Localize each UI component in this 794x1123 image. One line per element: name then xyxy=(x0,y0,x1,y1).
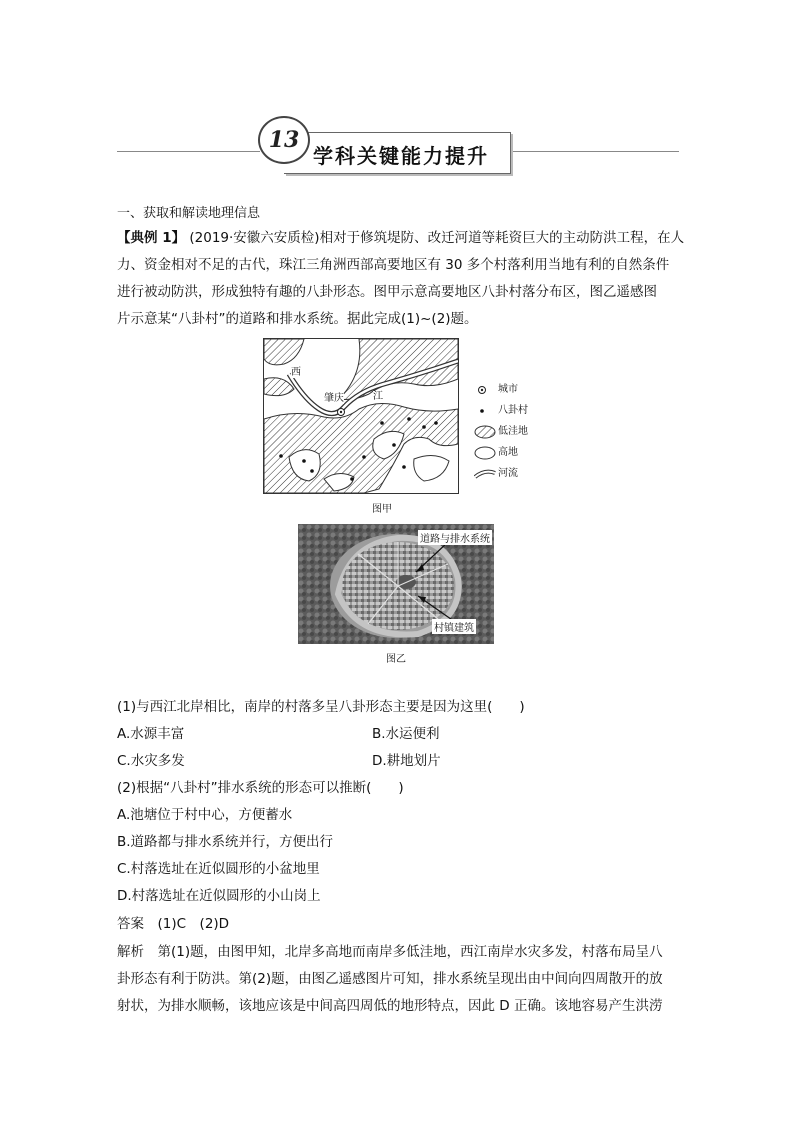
legend-label-highland: 高地 xyxy=(498,447,518,458)
question-1-option-c: C.水灾多发 xyxy=(117,753,185,769)
legend-label-city: 城市 xyxy=(498,384,518,395)
legend-label-river: 河流 xyxy=(498,468,518,479)
header-rule-left xyxy=(117,151,260,152)
river-icon xyxy=(474,466,496,482)
question-1-option-b: B.水运便利 xyxy=(372,726,440,742)
figure-b-label-road: 道路与排水系统 xyxy=(418,530,492,545)
question-2-option-b: B.道路都与排水系统并行，方便出行 xyxy=(117,834,334,850)
figure-b-label-building: 村镇建筑 xyxy=(432,619,476,634)
answer-text: 答案 (1)C (2)D xyxy=(117,916,230,932)
figure-a-caption: 图甲 xyxy=(372,504,392,515)
analysis-line-3: 射状，为排水顺畅，该地应该是中间高四周低的地形特点，因此 D 正确。该地容易产生洪涝 xyxy=(117,998,663,1014)
question-2-option-c: C.村落选址在近似圆形的小盆地里 xyxy=(117,861,320,877)
map-label-jiang: 江 xyxy=(373,391,383,402)
figure-a-map xyxy=(263,338,459,494)
header-rule-right xyxy=(511,151,679,152)
question-1-option-d: D.耕地划片 xyxy=(372,753,441,769)
example-line-4: 片示意某“八卦村”的道路和排水系统。据此完成(1)~(2)题。 xyxy=(117,311,478,327)
section-heading: 一、获取和解读地理信息 xyxy=(117,206,261,221)
map-label-xi: 西 xyxy=(291,367,301,378)
chapter-number-badge: 13 xyxy=(258,116,310,164)
legend-label-village: 八卦村 xyxy=(498,405,528,416)
lowland-hatch-icon xyxy=(474,424,496,440)
page-title: 学科关键能力提升 xyxy=(313,144,489,168)
figure-b-photo xyxy=(298,524,494,644)
example-text-1: (2019·安徽六安质检)相对于修筑堤防、改迁河道等耗资巨大的主动防洪工程，在人 xyxy=(189,230,685,246)
figure-a-map-svg xyxy=(264,339,458,493)
question-1-option-a: A.水源丰富 xyxy=(117,726,185,742)
highland-outline-icon xyxy=(474,445,496,461)
example-line-3: 进行被动防洪，形成独特有趣的八卦形态。图甲示意高要地区八卦村落分布区，图乙遥感图 xyxy=(117,284,657,300)
example-line-2: 力、资金相对不足的古代，珠江三角洲西部高要地区有 30 多个村落利用当地有利的自然条件 xyxy=(117,257,670,273)
example-tag: 【典例 1】 xyxy=(117,230,186,246)
analysis-line-1: 解析 第(1)题，由图甲知，北岸多高地而南岸多低洼地，西江南岸水灾多发，村落布局呈八 xyxy=(117,944,663,960)
legend-label-lowland: 低洼地 xyxy=(498,426,528,437)
village-dot-icon xyxy=(474,403,496,419)
example-line-1 xyxy=(117,226,684,246)
question-2-option-a: A.池塘位于村中心，方便蓄水 xyxy=(117,807,293,823)
question-1-stem: (1)与西江北岸相比，南岸的村落多呈八卦形态主要是因为这里( ) xyxy=(117,699,525,715)
map-label-zhaoqing: 肇庆 xyxy=(324,393,344,404)
figure-b-caption: 图乙 xyxy=(386,654,406,665)
analysis-line-2: 卦形态有利于防洪。第(2)题，由图乙遥感图片可知，排水系统呈现出由中间向四周散开的放 xyxy=(117,971,663,987)
question-2-option-d: D.村落选址在近似圆形的小山岗上 xyxy=(117,888,321,904)
city-icon xyxy=(474,382,496,398)
question-2-stem: (2)根据“八卦村”排水系统的形态可以推断( ) xyxy=(117,780,404,796)
